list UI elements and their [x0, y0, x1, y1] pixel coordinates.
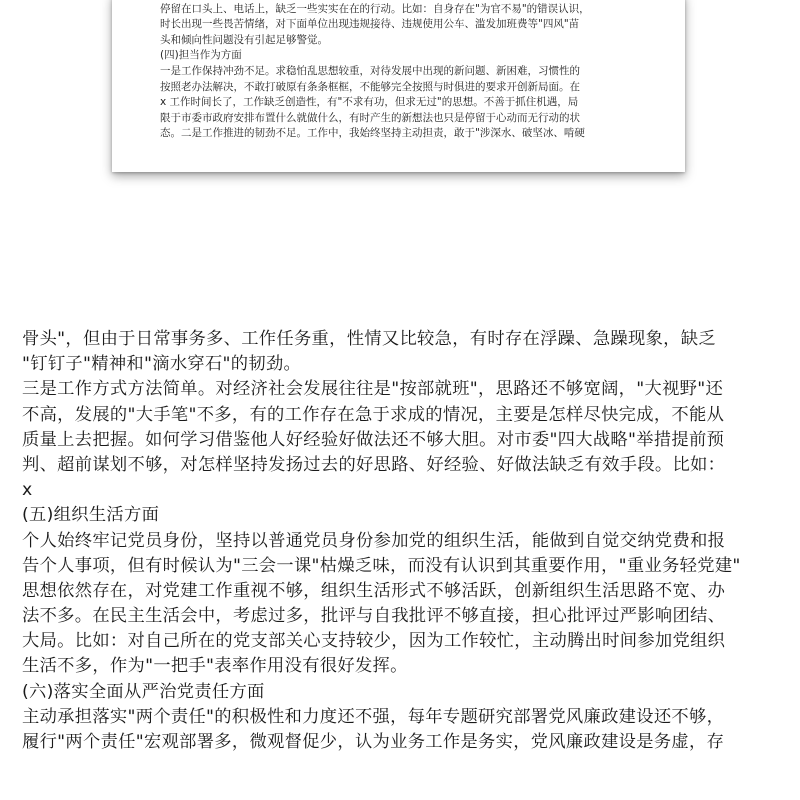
body-line: 质量上去把握。如何学习借鉴他人好经验好做法还不够大胆。对市委"四大战略"举措提前预	[22, 429, 725, 450]
body-line: 骨头"，但由于日常事务多、工作任务重，性情又比较急，有时存在浮躁、急躁现象，缺乏	[22, 329, 716, 349]
section-heading: (六)落实全面从严治党责任方面	[22, 681, 265, 702]
excerpt-line: 一是工作保持冲劲不足。求稳怕乱思想较重，对待发展中出现的新问题、新困难，习惯性的	[160, 64, 580, 77]
excerpt-line: x 工作时间长了，工作缺乏创造性，有"不求有功，但求无过"的思想。不善于抓住机遇，局	[160, 96, 579, 109]
body-line: 思想依然存在，对党建工作重视不够，组织生活形式不够活跃，创新组织生活思路不宽、办	[22, 580, 726, 601]
excerpt-line: 头和倾向性问题没有引起足够警觉。	[160, 33, 328, 46]
document-body	[22, 327, 782, 755]
excerpt-text-block	[160, 0, 660, 142]
excerpt-line: 限于市委市政府安排布置什么就做什么，有时产生的新想法也只是停留于心动而无行动的状	[160, 111, 580, 124]
body-line: 三是工作方式方法简单。对经济社会发展往往是"按部就班"，思路还不够宽阔，"大视野"还	[22, 379, 724, 400]
body-line: 主动承担落实"两个责任"的积极性和力度还不强，每年专题研究部署党风廉政建设还不够，	[22, 706, 725, 727]
body-line: 履行"两个责任"宏观部署多，微观督促少，认为业务工作是务实，党风廉政建设是务虚，存	[22, 732, 725, 752]
body-line: 法不多。在民主生活会中，考虑过多，批评与自我批评不够直接，担心批评过严影响团结、	[22, 606, 726, 627]
body-line: 生活不多，作为"一把手"表率作用没有很好发挥。	[22, 656, 408, 677]
excerpt-line: 按照老办法解决，不敢打破原有条条框框，不能够完全按照与时俱进的要求开创新局面。在	[160, 80, 580, 93]
body-line: 大局。比如：对自己所在的党支部关心支持较少，因为工作较忙，主动腾出时间参加党组织	[22, 631, 726, 652]
excerpt-heading: (四)担当作为方面	[160, 49, 242, 62]
document-excerpt-image	[112, 0, 685, 172]
document-preview-area	[0, 0, 800, 300]
excerpt-line: 停留在口头上、电话上，缺乏一些实实在在的行动。比如：自身存在"为官不易"的错误认识，	[160, 2, 590, 15]
body-line: 判、超前谋划不够，对怎样坚持发扬过去的好思路、好经验、好做法缺乏有效手段。比如：	[22, 454, 726, 475]
body-line: x	[22, 480, 33, 501]
excerpt-line: 态。二是工作推进的韧劲不足。工作中，我始终坚持主动担责，敢于"涉深水、破坚冰、啃硬	[160, 127, 585, 140]
body-line: "钉钉子"精神和"滴水穿石"的韧劲。	[22, 354, 302, 375]
section-heading: (五)组织生活方面	[22, 505, 160, 526]
excerpt-line: 时长出现一些畏苦情绪，对下面单位出现违规接待、违规使用公车、滥发加班费等"四风"苗	[160, 18, 580, 31]
body-line: 告个人事项，但有时候认为"三会一课"枯燥乏味，而没有认识到其重要作用，"重业务轻党建"	[22, 555, 741, 576]
body-line: 不高，发展的"大手笔"不多，有的工作存在急于求成的情况，主要是怎样尽快完成，不能从	[22, 404, 725, 425]
body-line: 个人始终牢记党员身份，坚持以普通党员身份参加党的组织生活，能做到自觉交纳党费和报	[22, 530, 726, 551]
